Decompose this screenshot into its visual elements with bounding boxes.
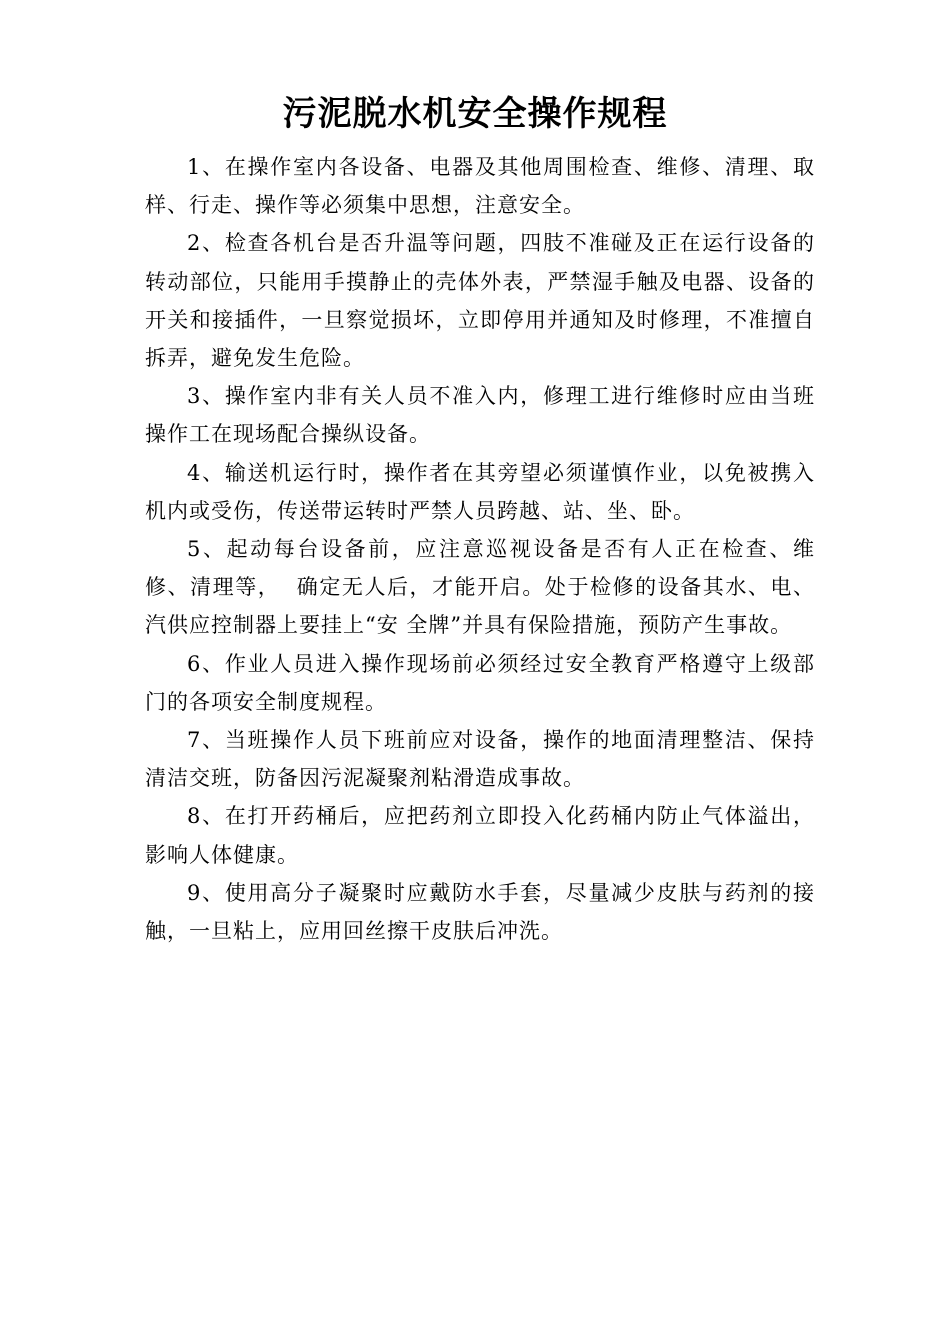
paragraph-8: 8、在打开药桶后，应把药剂立即投入化药桶内防止气体溢出，影响人体健康。 xyxy=(145,804,815,867)
paragraph-5: 5、起动每台设备前，应注意巡视设备是否有人正在检查、维修、清理等， 确定无人后，才能开启。处于检修的设备其水、电、汽供应控制器上要挂上“安 全牌”并具有保险措施，预防产生事故。 xyxy=(145,537,815,638)
paragraph-3: 3、操作室内非有关人员不准入内，修理工进行维修时应由当班操作工在现场配合操纵设备。 xyxy=(145,384,815,447)
paragraph-1: 1、在操作室内各设备、电器及其他周围检查、维修、清理、取样、行走、操作等必须集中思想，注意安全。 xyxy=(145,155,815,218)
document-body xyxy=(145,148,815,950)
paragraph-9: 9、使用高分子凝聚时应戴防水手套，尽量减少皮肤与药剂的接触，一旦粘上，应用回丝擦干皮肤后冲洗。 xyxy=(145,880,815,944)
paragraph-2: 2、检查各机台是否升温等问题，四肢不准碰及正在运行设备的转动部位，只能用手摸静止的壳体外表，严禁湿手触及电器、设备的开关和接插件，一旦察觉损坏，立即停用并通知及时修理，不准擅自拆弄，避免发生危险。 xyxy=(145,231,815,371)
paragraph-7: 7、当班操作人员下班前应对设备，操作的地面清理整洁、保持清洁交班，防备因污泥凝聚剂粘滑造成事故。 xyxy=(145,728,815,791)
paragraph-6: 6、作业人员进入操作现场前必须经过安全教育严格遵守上级部门的各项安全制度规程。 xyxy=(145,651,815,714)
paragraph-4: 4、输送机运行时，操作者在其旁望必须谨慎作业，以免被携入机内或受伤，传送带运转时严禁人员跨越、站、坐、卧。 xyxy=(145,460,815,523)
document-title: 污泥脱水机安全操作规程 xyxy=(282,94,668,134)
